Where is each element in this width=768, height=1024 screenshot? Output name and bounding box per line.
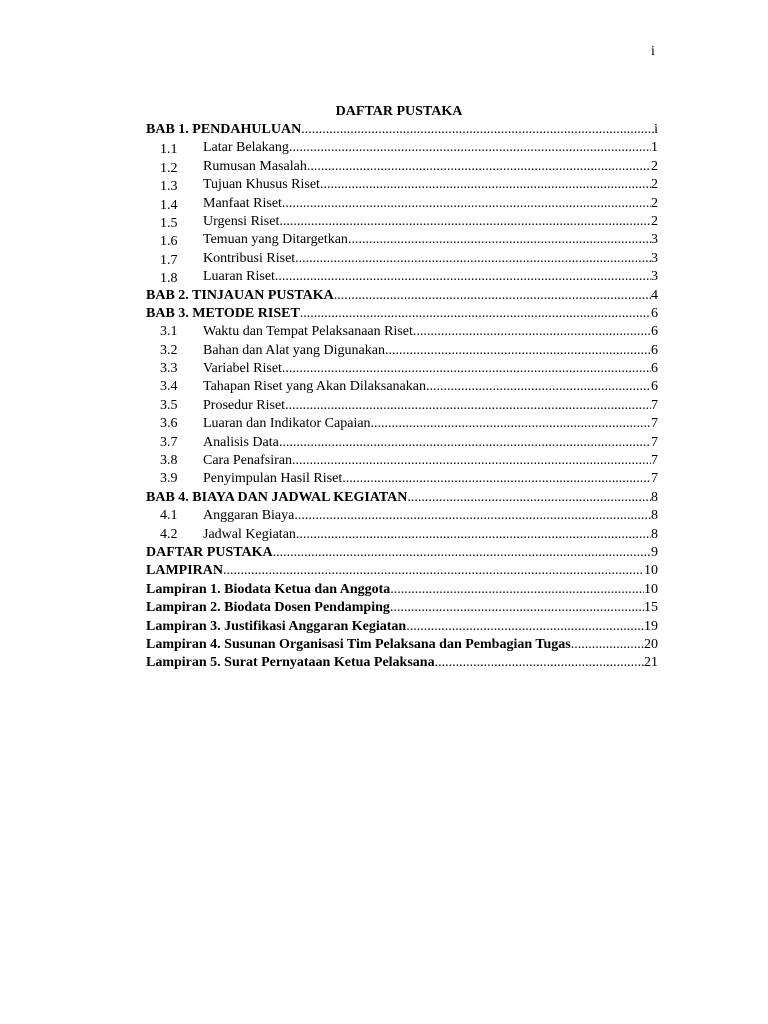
- toc-section-entry[interactable]: [146, 250, 658, 268]
- toc-entry-title: BAB 3. METODE RISET: [146, 305, 300, 321]
- toc-dot-leader: [282, 195, 651, 213]
- toc-entry-title: Tujuan Khusus Riset: [203, 177, 320, 193]
- toc-entry-number: 3.7: [160, 434, 178, 450]
- toc-entry-number: 1.4: [160, 197, 178, 213]
- toc-page-number: 8: [651, 489, 658, 505]
- toc-page-number: 2: [651, 158, 658, 174]
- toc-section-entry[interactable]: [146, 360, 658, 378]
- toc-chapter-entry[interactable]: [146, 489, 658, 507]
- toc-dot-leader: [435, 654, 644, 672]
- toc-dot-leader: [301, 121, 654, 139]
- toc-dot-leader: [275, 268, 651, 286]
- toc-section-entry[interactable]: [146, 139, 658, 157]
- toc-page-number: i: [654, 122, 658, 137]
- toc-title: DAFTAR PUSTAKA: [335, 104, 463, 119]
- toc-dot-leader: [371, 415, 651, 433]
- toc-dot-leader: [571, 636, 644, 654]
- toc-entry-title: BAB 1. PENDAHULUAN: [146, 122, 302, 137]
- toc-dot-leader: [296, 526, 651, 544]
- toc-entry-number: 3.4: [160, 379, 178, 395]
- toc-entry-title: Bahan dan Alat yang Digunakan: [203, 342, 385, 358]
- toc-entry-title: Tahapan Riset yang Akan Dilaksanakan: [203, 379, 426, 395]
- toc-entry-number: 1.7: [160, 252, 178, 268]
- toc-dot-leader: [426, 378, 651, 396]
- toc-page-number: 21: [644, 655, 658, 671]
- toc-entry-number: 3.1: [160, 324, 178, 340]
- toc-section-entry[interactable]: [146, 213, 658, 231]
- toc-chapter-entry[interactable]: [146, 562, 658, 580]
- toc-entry-number: 4.1: [160, 508, 178, 524]
- toc-page-number: 6: [651, 361, 658, 377]
- toc-entry-title: Luaran Riset: [203, 269, 275, 285]
- toc-entry-title: Rumusan Masalah: [203, 158, 307, 174]
- toc-page-number: 3: [651, 269, 658, 285]
- toc-page-number: 3: [651, 232, 658, 248]
- toc-section-entry[interactable]: [146, 452, 658, 470]
- toc-entry-number: 3.3: [160, 361, 178, 377]
- toc-dot-leader: [407, 489, 651, 507]
- toc-chapter-entry[interactable]: [146, 305, 658, 323]
- toc-entry-number: 3.9: [160, 471, 178, 487]
- toc-page-number: 6: [651, 342, 658, 358]
- toc-section-entry[interactable]: [146, 268, 658, 286]
- toc-dot-leader: [320, 176, 651, 194]
- toc-dot-leader: [289, 139, 651, 157]
- toc-dot-leader: [385, 342, 651, 360]
- toc-entry-title: Manfaat Riset: [203, 195, 282, 211]
- toc-page-number: 6: [651, 324, 658, 340]
- toc-chapter-entry[interactable]: [146, 287, 658, 305]
- toc-dot-leader: [390, 599, 644, 617]
- toc-chapter-entry[interactable]: [146, 654, 658, 672]
- toc-entry-number: 3.2: [160, 342, 178, 358]
- toc-section-entry[interactable]: [146, 231, 658, 249]
- toc-entry-title: Urgensi Riset: [203, 213, 280, 229]
- page-number: i: [651, 44, 655, 59]
- toc-page-number: 7: [651, 434, 658, 450]
- toc-page-number: 9: [651, 544, 658, 560]
- toc-page-number: 8: [651, 526, 658, 542]
- toc-entry-title: Lampiran 4. Susunan Organisasi Tim Pelaksana dan Pembagian Tugas: [146, 636, 571, 652]
- toc-entry-title: Latar Belakang: [203, 140, 289, 156]
- toc-page-number: 7: [651, 471, 658, 487]
- toc-page-number: 20: [644, 636, 658, 652]
- toc-dot-leader: [348, 231, 651, 249]
- table-of-contents: [146, 121, 658, 673]
- toc-entry-title: BAB 2. TINJAUAN PUSTAKA: [146, 287, 334, 303]
- toc-dot-leader: [295, 250, 651, 268]
- toc-page-number: 15: [644, 600, 658, 616]
- toc-section-entry[interactable]: [146, 176, 658, 194]
- toc-entry-number: 4.2: [160, 526, 178, 542]
- toc-entry-title: Kontribusi Riset: [203, 250, 296, 266]
- toc-entry-title: Prosedur Riset: [203, 397, 286, 413]
- toc-section-entry[interactable]: [146, 415, 658, 433]
- toc-entry-title: Jadwal Kegiatan: [203, 526, 296, 542]
- toc-entry-number: 1.6: [160, 234, 178, 250]
- toc-entry-number: 1.8: [160, 271, 178, 287]
- toc-chapter-entry[interactable]: [146, 544, 658, 562]
- toc-section-entry[interactable]: [146, 323, 658, 341]
- toc-entry-title: Lampiran 2. Biodata Dosen Pendamping: [146, 600, 390, 616]
- toc-section-entry[interactable]: [146, 378, 658, 396]
- toc-page-number: 2: [651, 195, 658, 211]
- toc-section-entry[interactable]: [146, 397, 658, 415]
- toc-section-entry[interactable]: [146, 158, 658, 176]
- toc-entry-number: 1.1: [160, 142, 178, 158]
- toc-dot-leader: [334, 287, 651, 305]
- toc-dot-leader: [390, 581, 644, 599]
- toc-page-number: 10: [644, 581, 658, 597]
- toc-entry-number: 3.6: [160, 416, 178, 432]
- toc-entry-title: Analisis Data: [203, 434, 279, 450]
- toc-chapter-entry[interactable]: [146, 636, 658, 654]
- toc-chapter-entry[interactable]: [146, 599, 658, 617]
- toc-entry-title: BAB 4. BIAYA DAN JADWAL KEGIATAN: [146, 489, 408, 505]
- toc-entry-number: 1.2: [160, 160, 178, 176]
- toc-entry-title: Cara Penafsiran: [203, 453, 293, 469]
- toc-dot-leader: [282, 360, 651, 378]
- toc-entry-title: Penyimpulan Hasil Riset: [203, 471, 343, 487]
- toc-page-number: 10: [644, 563, 658, 579]
- toc-entry-number: 1.3: [160, 179, 178, 195]
- toc-dot-leader: [292, 452, 651, 470]
- toc-section-entry[interactable]: [146, 342, 658, 360]
- toc-entry-number: 3.8: [160, 453, 178, 469]
- toc-dot-leader: [413, 323, 651, 341]
- toc-section-entry[interactable]: [146, 195, 658, 213]
- toc-page-number: 7: [651, 397, 658, 413]
- toc-page-number: 6: [651, 305, 658, 321]
- toc-entry-title: Waktu dan Tempat Pelaksanaan Riset: [203, 324, 413, 340]
- toc-dot-leader: [300, 305, 651, 323]
- toc-dot-leader: [285, 397, 651, 415]
- toc-entry-title: Temuan yang Ditargetkan: [203, 232, 348, 248]
- toc-page-number: 8: [651, 508, 658, 524]
- toc-page-number: 2: [651, 177, 658, 193]
- toc-entry-number: 1.5: [160, 215, 178, 231]
- toc-dot-leader: [307, 158, 651, 176]
- toc-page-number: 2: [651, 213, 658, 229]
- toc-page-number: 1: [651, 140, 658, 156]
- toc-section-entry[interactable]: [146, 434, 658, 452]
- toc-page-number: 4: [651, 287, 658, 303]
- toc-dot-leader: [342, 470, 651, 488]
- toc-section-entry[interactable]: [146, 470, 658, 488]
- toc-entry-title: LAMPIRAN: [146, 563, 223, 579]
- toc-entry-title: Lampiran 5. Surat Pernyataan Ketua Pelaksana: [146, 655, 435, 671]
- toc-entry-number: 3.5: [160, 397, 178, 413]
- toc-chapter-entry[interactable]: [146, 581, 658, 599]
- toc-page-number: 3: [651, 250, 658, 266]
- toc-entry-title: Luaran dan Indikator Capaian: [203, 416, 371, 432]
- toc-dot-leader: [279, 213, 651, 231]
- toc-page-number: 6: [651, 379, 658, 395]
- toc-entry-title: Lampiran 1. Biodata Ketua dan Anggota: [146, 581, 391, 597]
- toc-section-entry[interactable]: [146, 507, 658, 525]
- toc-chapter-entry[interactable]: [146, 121, 658, 139]
- toc-dot-leader: [279, 434, 651, 452]
- toc-page-number: 7: [651, 453, 658, 469]
- toc-dot-leader: [273, 544, 651, 562]
- toc-dot-leader: [223, 562, 644, 580]
- toc-page-number: 19: [644, 618, 658, 634]
- toc-entry-title: DAFTAR PUSTAKA: [146, 544, 273, 560]
- toc-dot-leader: [294, 507, 651, 525]
- toc-dot-leader: [406, 618, 644, 636]
- toc-entry-title: Variabel Riset: [203, 361, 282, 377]
- toc-entry-title: Lampiran 3. Justifikasi Anggaran Kegiatan: [146, 618, 407, 634]
- toc-chapter-entry[interactable]: [146, 618, 658, 636]
- toc-page-number: 7: [651, 416, 658, 432]
- toc-section-entry[interactable]: [146, 526, 658, 544]
- toc-entry-title: Anggaran Biaya: [203, 508, 295, 524]
